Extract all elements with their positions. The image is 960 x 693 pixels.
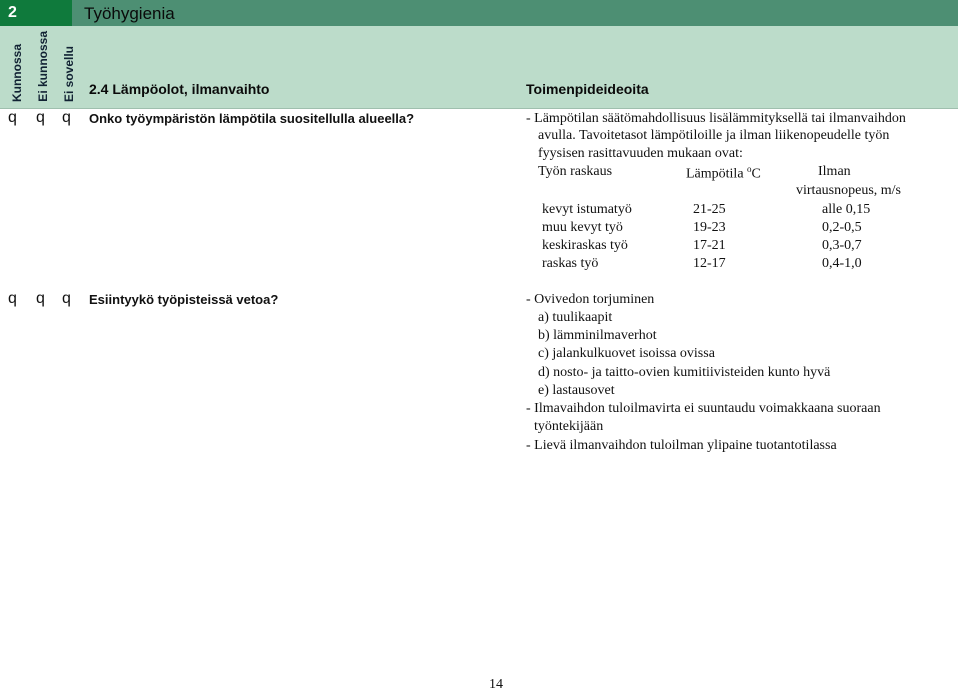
checkbox-ei-kunnossa-2[interactable]: q xyxy=(36,290,45,307)
table-header-work-load: Työn raskaus xyxy=(538,164,613,179)
column-label-ei-kunnossa: Ei kunnossa xyxy=(36,31,50,102)
action-line: - Lämpötilan säätömahdollisuus lisälämmityksellä tai ilmanvaihdon xyxy=(526,111,906,126)
table-cell: raskas työ xyxy=(542,256,599,271)
column-label-ei-sovellu: Ei sovellu xyxy=(62,45,76,102)
action-line: - Ovivedon torjuminen xyxy=(526,292,655,307)
table-header-temperature: Lämpötila $^o$C xyxy=(686,164,761,182)
checkbox-kunnossa-1[interactable]: q xyxy=(8,109,17,126)
action-line: - Ilmavaihdon tuloilmavirta ei suuntaudu voimakkaana suoraan xyxy=(526,401,881,416)
action-line: b) lämminilmaverhot xyxy=(538,328,657,343)
action-line: a) tuulikaapit xyxy=(538,310,613,325)
section-header xyxy=(0,0,958,26)
table-cell: 0,2-0,5 xyxy=(822,220,862,235)
checkbox-ei-sovellu-1[interactable]: q xyxy=(62,109,71,126)
column-label-kunnossa: Kunnossa xyxy=(10,43,24,102)
action-line: c) jalankulkuovet isoissa ovissa xyxy=(538,346,715,361)
action-line: fyysisen rasittavuuden mukaan ovat: xyxy=(538,146,743,161)
question-text: Esiintyykö työpisteissä vetoa? xyxy=(89,292,279,307)
table-cell: 21-25 xyxy=(693,202,726,217)
action-line: - Lievä ilmanvaihdon tuloilman ylipaine tuotantotilassa xyxy=(526,438,837,453)
section-number: 2 xyxy=(0,0,72,26)
action-line: e) lastausovet xyxy=(538,383,615,398)
table-cell: alle 0,15 xyxy=(822,202,871,217)
column-header-bar xyxy=(0,26,958,109)
checkbox-ei-sovellu-2[interactable]: q xyxy=(62,290,71,307)
subsection-title: 2.4 Lämpöolot, ilmanvaihto xyxy=(89,81,270,97)
actions-column-title: Toimenpideideoita xyxy=(526,81,649,97)
table-cell: muu kevyt työ xyxy=(542,220,623,235)
action-line: työntekijään xyxy=(534,419,604,434)
section-title: Työhygienia xyxy=(84,4,175,23)
table-cell: 19-23 xyxy=(693,220,726,235)
table-cell: 12-17 xyxy=(693,256,726,271)
table-header-air: Ilman xyxy=(818,164,851,179)
table-cell: 0,3-0,7 xyxy=(822,238,862,253)
action-line: d) nosto- ja taitto-ovien kumitiivisteiden kunto hyvä xyxy=(538,365,831,380)
page-number: 14 xyxy=(489,677,503,692)
table-cell: 0,4-1,0 xyxy=(822,256,862,271)
question-text: Onko työympäristön lämpötila suositellulla alueella? xyxy=(89,111,415,126)
checkbox-kunnossa-2[interactable]: q xyxy=(8,290,17,307)
action-line: avulla. Tavoitetasot lämpötiloille ja ilman liikenopeudelle työn xyxy=(538,128,890,143)
table-cell: 17-21 xyxy=(693,238,726,253)
table-header-air-velocity: virtausnopeus, m/s xyxy=(796,183,901,198)
checkbox-ei-kunnossa-1[interactable]: q xyxy=(36,109,45,126)
table-cell: keskiraskas työ xyxy=(542,238,628,253)
table-cell: kevyt istumatyö xyxy=(542,202,632,217)
